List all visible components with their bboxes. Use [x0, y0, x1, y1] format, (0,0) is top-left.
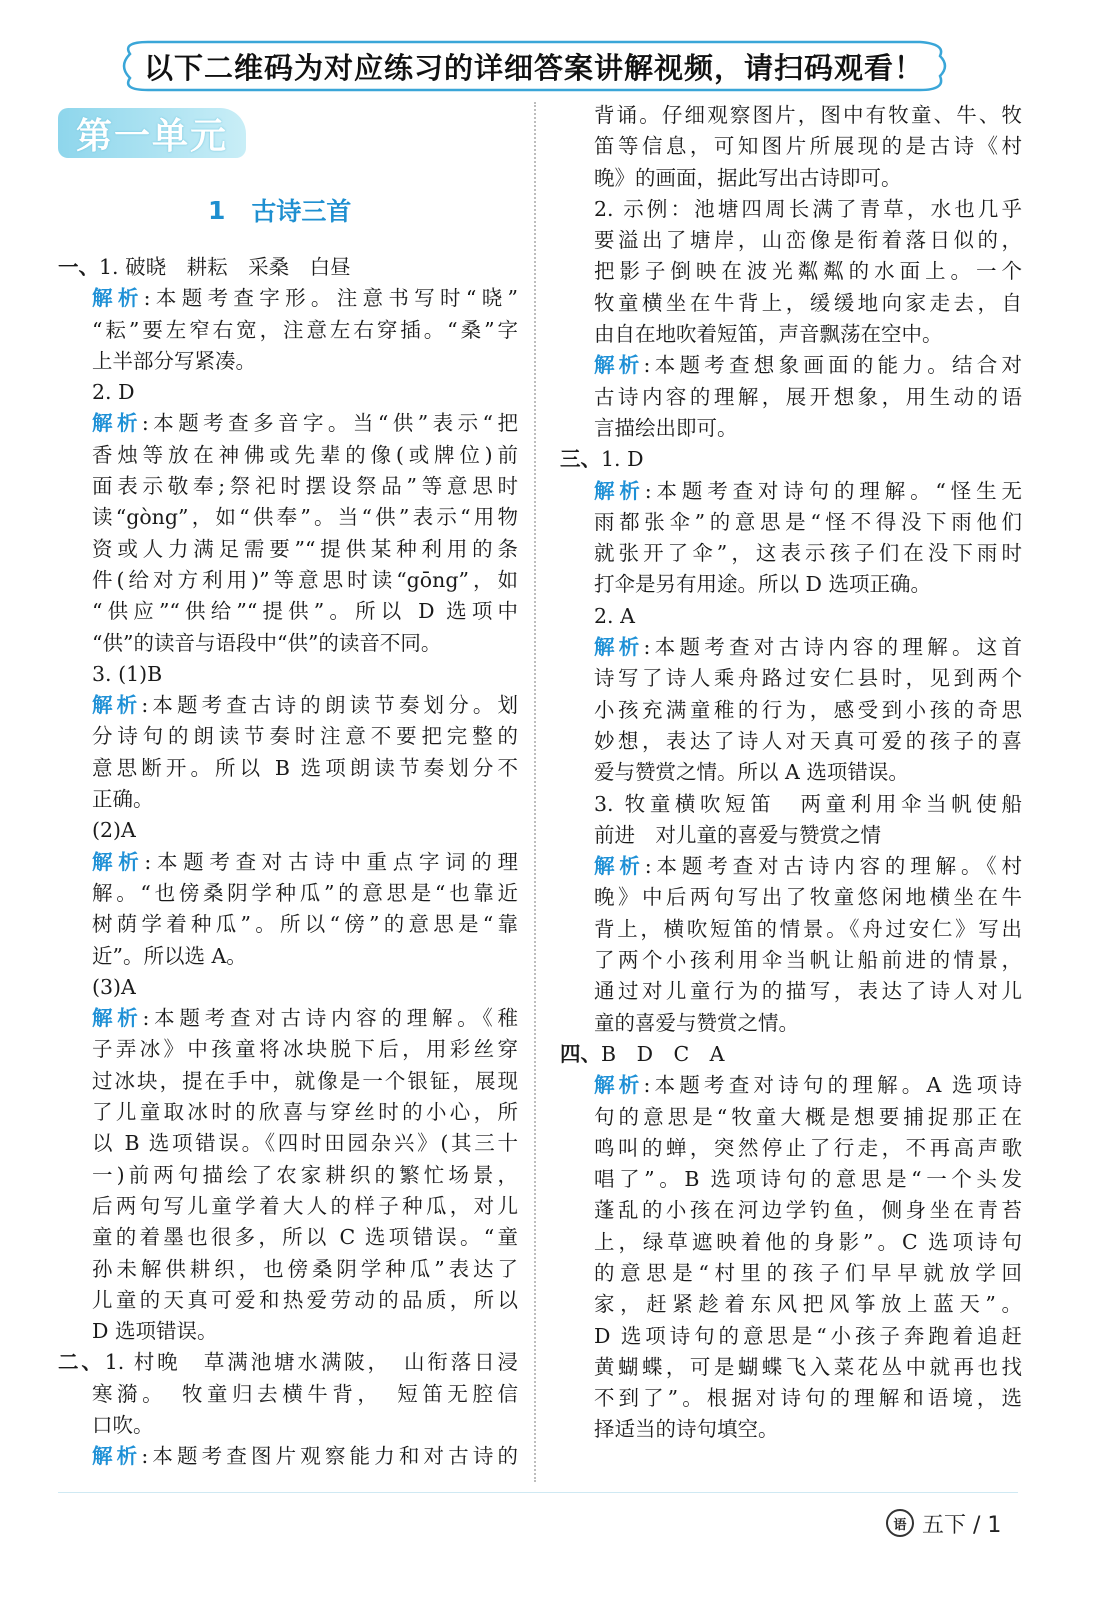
line-text: 不到了”。根据对诗句的理解和语境，选	[594, 1386, 1022, 1411]
line-text: 一)前两句描绘了农家耕织的繁忙场景，	[92, 1162, 518, 1187]
line-text: 子弄冰》中孩童将冰块脱下后，用彩丝穿	[92, 1037, 518, 1062]
analysis-label: 解析	[594, 854, 645, 879]
line-text: :本题考查对诗句的理解。“怪生无	[644, 478, 1022, 503]
line-text: 言描绘出即可。	[594, 415, 738, 440]
lesson-name: 古诗三首	[251, 197, 352, 226]
line-text: 择适当的诗句填空。	[594, 1417, 779, 1442]
line-text: 蓬乱的小孩在河边学钓鱼，侧身坐在青苔	[594, 1198, 1022, 1223]
line-text: 分诗句的朗读节奏时注意不要把完整的	[92, 724, 518, 749]
text-line	[560, 163, 1022, 194]
line-text: 句的意思是“牧童大概是想要捕捉那正在	[594, 1104, 1022, 1129]
text-line	[560, 1352, 1022, 1383]
text-line	[58, 283, 518, 314]
line-text: 打伞是另有用途。所以 D 选项正确。	[594, 572, 931, 597]
text-line	[58, 565, 518, 596]
line-text: 孙未解供耕织，也傍桑阴学种瓜”表达了	[92, 1256, 518, 1281]
line-text: 牧童横坐在牛背上，缓缓地向家走去，自	[594, 290, 1022, 315]
line-text: 由自在地吹着短笛，声音飘荡在空中。	[594, 322, 943, 347]
line-text: 爱与赞赏之情。所以 A 选项错误。	[594, 760, 909, 785]
text-line	[58, 909, 518, 940]
page-number: 五下 / 1	[922, 1512, 1002, 1538]
line-text: 面表示敬奉;祭祀时摆设祭品”等意思时	[92, 474, 518, 499]
text-line	[58, 1160, 518, 1191]
line-text: 笛等信息，可知图片所展现的是古诗《村	[594, 134, 1022, 159]
text-line	[58, 1222, 518, 1253]
text-line	[560, 288, 1022, 319]
line-text: :本题考查想象画面的能力。结合对	[643, 353, 1023, 378]
text-line	[560, 601, 1022, 632]
line-text: (2)A	[92, 818, 136, 843]
text-line	[58, 690, 518, 721]
text-line	[560, 225, 1022, 256]
line-text: 上，绿草遮映着他的身影”。C 选项诗句	[594, 1229, 1022, 1254]
section-marker: 一、	[58, 255, 99, 279]
text-line	[560, 914, 1022, 945]
line-text: 资或人力满足需要”“提供某种利用的条	[92, 536, 518, 561]
line-text: 黄蝴蝶，可是蝴蝶飞入菜花丛中就再也找	[594, 1354, 1022, 1379]
analysis-label: 解析	[92, 693, 142, 718]
text-line	[560, 789, 1022, 820]
text-line	[58, 1034, 518, 1065]
line-text: :本题考查图片观察能力和对古诗的	[141, 1444, 519, 1469]
section-marker: 三、	[560, 447, 601, 472]
text-line	[58, 1003, 518, 1034]
column-divider	[534, 102, 536, 1482]
text-line	[560, 507, 1022, 538]
text-line	[560, 131, 1022, 162]
text-line	[58, 1285, 518, 1316]
line-text: 古诗内容的理解，展开想象，用生动的语	[594, 384, 1022, 409]
text-line	[560, 632, 1022, 663]
lesson-number: 1	[208, 195, 226, 225]
text-line	[58, 502, 518, 533]
analysis-label: 解析	[92, 1444, 142, 1469]
page-footer	[886, 1506, 1001, 1540]
line-text: :本题考查对古诗内容的理解。《稚	[142, 1006, 519, 1031]
analysis-label: 解析	[594, 478, 645, 503]
line-text: 解。“也傍桑阴学种瓜”的意思是“也靠近	[92, 880, 518, 905]
unit-title-tag	[58, 108, 246, 158]
text-line	[560, 945, 1022, 976]
line-text: 意思断开。所以 B 选项朗读节奏划分不	[92, 755, 518, 780]
line-text: 雨都张伞”的意思是“怪不得没下雨他们	[594, 509, 1022, 534]
text-line	[560, 1133, 1022, 1164]
line-text: 2. A	[594, 603, 635, 628]
line-text: 前进 对儿童的喜爱与赞赏之情	[594, 822, 881, 847]
text-line	[560, 1102, 1022, 1133]
text-line	[58, 972, 518, 1003]
text-line	[58, 847, 518, 878]
text-line	[58, 721, 518, 752]
text-line	[560, 1039, 1022, 1070]
text-line	[560, 663, 1022, 694]
text-line	[560, 757, 1022, 788]
line-text: 件(给对方利用)”等意思时读“gōng”，如	[92, 567, 518, 592]
line-text: 香烛等放在神佛或先辈的像(或牌位)前	[92, 442, 518, 467]
line-text: 树荫学着种瓜”。所以“傍”的意思是“靠	[92, 912, 518, 937]
line-text: 以 B 选项错误。《四时田园杂兴》(其三十	[92, 1131, 518, 1156]
text-line	[58, 1128, 518, 1159]
text-line	[560, 538, 1022, 569]
text-line	[560, 476, 1022, 507]
line-text: 3. (1)B	[92, 661, 163, 686]
text-line	[58, 628, 518, 659]
analysis-label: 解析	[92, 1006, 143, 1031]
text-line	[58, 596, 518, 627]
line-text: 3. 牧童横吹短笛 两童利用伞当帆使船	[594, 791, 1022, 816]
text-line	[58, 1410, 518, 1441]
text-line	[560, 1414, 1022, 1445]
line-text: 了儿童取冰时的欣喜与穿丝时的小心，所	[92, 1100, 518, 1125]
line-text: D 选项诗句的意思是“小孩子奔跑着追赶	[594, 1323, 1022, 1348]
lesson-title	[190, 192, 390, 228]
line-text: :本题考查对诗句的理解。A 选项诗	[643, 1073, 1023, 1098]
line-text: 诗写了诗人乘舟路过安仁县时，见到两个	[594, 666, 1022, 691]
line-text: D 选项错误。	[92, 1319, 218, 1344]
right-column	[560, 100, 1022, 1446]
text-line	[560, 695, 1022, 726]
line-text: 寒漪。 牧童归去横牛背， 短笛无腔信	[92, 1381, 518, 1406]
text-line	[560, 444, 1022, 475]
text-line	[560, 1321, 1022, 1352]
text-line	[58, 1254, 518, 1285]
text-line	[560, 851, 1022, 882]
text-line	[560, 413, 1022, 444]
text-line	[560, 194, 1022, 225]
video-banner	[118, 38, 950, 94]
line-text: “耘”要左窄右宽，注意左右穿插。“桑”字	[92, 317, 518, 342]
text-line	[560, 726, 1022, 757]
banner-text: 以下二维码为对应练习的详细答案讲解视频，请扫码观看！	[143, 50, 924, 85]
text-line	[560, 976, 1022, 1007]
text-line	[560, 1383, 1022, 1414]
text-line	[58, 1316, 518, 1347]
line-text: 就张开了伞”，这表示孩子们在没下雨时	[594, 541, 1022, 566]
line-text: 背诵。仔细观察图片，图中有牧童、牛、牧	[594, 103, 1022, 127]
line-text: 家，赶紧趁着东风把风筝放上蓝天”。	[594, 1292, 1022, 1317]
line-text: 2. D	[92, 380, 135, 405]
text-line	[58, 408, 518, 439]
text-line	[58, 878, 518, 909]
text-line	[560, 256, 1022, 287]
line-text: 小孩充满童稚的行为，感受到小孩的奇思	[594, 697, 1022, 722]
text-line	[560, 350, 1022, 381]
text-line	[560, 1008, 1022, 1039]
line-text: 正确。	[92, 787, 154, 812]
line-text: B D C A	[601, 1041, 725, 1066]
text-line	[58, 753, 518, 784]
section-marker: 二、	[58, 1350, 105, 1375]
line-text: :本题考查对古诗中重点字词的理	[144, 849, 519, 874]
line-text: 1. D	[601, 447, 644, 472]
text-line	[560, 1227, 1022, 1258]
text-line	[560, 1070, 1022, 1101]
line-text: 鸣叫的蝉，突然停止了行走，不再高声歌	[594, 1135, 1022, 1160]
text-line	[58, 941, 518, 972]
text-line	[58, 659, 518, 690]
text-line	[58, 315, 518, 346]
line-text: 1. 村晚 草满池塘水满陂， 山衔落日浸	[104, 1350, 519, 1375]
text-line	[560, 820, 1022, 851]
line-text: 要溢出了塘岸，山峦像是衔着落日似的，	[594, 228, 1022, 253]
text-line	[58, 1347, 518, 1378]
text-line	[560, 882, 1022, 913]
line-text: 1. 破晓 耕耘 采桑 白昼	[99, 255, 351, 279]
line-text: 童的喜爱与赞赏之情。	[594, 1010, 799, 1035]
line-text: 上半部分写紧凑。	[92, 348, 256, 373]
line-text: 过冰块，提在手中，就像是一个银钲，展现	[92, 1068, 518, 1093]
line-text: 读“gòng”，如“供奉”。当“供”表示“用物	[92, 505, 518, 530]
text-line	[58, 815, 518, 846]
text-line	[58, 1066, 518, 1097]
line-text: 的意思是“村里的孩子们早早就放学回	[594, 1260, 1022, 1285]
line-text: 晚》中后两句写出了牧童悠闲地横坐在牛	[594, 885, 1022, 910]
text-line	[58, 534, 518, 565]
line-text: :本题考查对古诗内容的理解。《村	[644, 854, 1023, 879]
line-text: 通过对儿童行为的描写，表达了诗人对儿	[594, 979, 1022, 1004]
line-text: 晚》的画面，据此写出古诗即可。	[594, 165, 902, 190]
text-line	[58, 1097, 518, 1128]
line-text: 近”。所以选 A。	[92, 943, 247, 968]
line-text: 儿童的天真可爱和热爱劳动的品质，所以	[92, 1287, 518, 1312]
text-line	[58, 440, 518, 471]
text-line	[58, 1379, 518, 1410]
text-line	[560, 1195, 1022, 1226]
line-text: 了两个小孩利用伞当帆让船前进的情景，	[594, 948, 1022, 973]
line-text: 2. 示例：池塘四周长满了青草，水也几乎	[594, 196, 1022, 221]
text-line	[58, 471, 518, 502]
text-line	[560, 100, 1022, 131]
analysis-label: 解析	[594, 1073, 644, 1098]
text-line	[560, 1164, 1022, 1195]
line-text: 妙想，表达了诗人对天真可爱的孩子的喜	[594, 728, 1022, 753]
analysis-label: 解析	[92, 411, 142, 436]
analysis-label: 解析	[594, 353, 644, 378]
line-text: :本题考查古诗的朗读节奏划分。划	[141, 693, 519, 718]
text-line	[58, 1441, 518, 1472]
line-text: (3)A	[92, 974, 136, 999]
line-text: “供”的读音与语段中“供”的读音不同。	[92, 630, 442, 655]
line-text: 把影子倒映在波光粼粼的水面上。一个	[594, 259, 1022, 284]
text-line	[560, 382, 1022, 413]
text-line	[58, 252, 518, 283]
text-line	[560, 319, 1022, 350]
text-line	[58, 784, 518, 815]
analysis-label: 解析	[594, 635, 644, 660]
line-text: :本题考查字形。注意书写时“晓”	[143, 286, 519, 311]
text-line	[560, 1258, 1022, 1289]
analysis-label: 解析	[92, 286, 144, 311]
text-line	[58, 346, 518, 377]
line-text: 唱了”。B 选项诗句的意思是“一个头发	[594, 1167, 1022, 1192]
line-text: :本题考查对古诗内容的理解。这首	[643, 635, 1023, 660]
section-marker: 四、	[560, 1041, 601, 1066]
line-text: 后两句写儿童学着大人的样子种瓜，对儿	[92, 1193, 518, 1218]
text-line	[58, 377, 518, 408]
analysis-label: 解析	[92, 849, 145, 874]
left-column	[58, 252, 518, 1473]
line-text: :本题考查多音字。当“供”表示“把	[141, 411, 518, 436]
footer-rule	[58, 1492, 1018, 1493]
subject-badge-icon: 语	[886, 1509, 914, 1537]
text-line	[560, 569, 1022, 600]
unit-title: 第一单元	[75, 115, 228, 157]
line-text: 童的着墨也很多，所以 C 选项错误。“童	[92, 1225, 518, 1250]
text-line	[58, 1191, 518, 1222]
line-text: 口吹。	[92, 1412, 154, 1437]
line-text: 背上，横吹短笛的情景。《舟过安仁》写出	[594, 916, 1022, 941]
text-line	[560, 1289, 1022, 1320]
line-text: “供应”“供给”“提供”。所以 D 选项中	[92, 599, 518, 624]
